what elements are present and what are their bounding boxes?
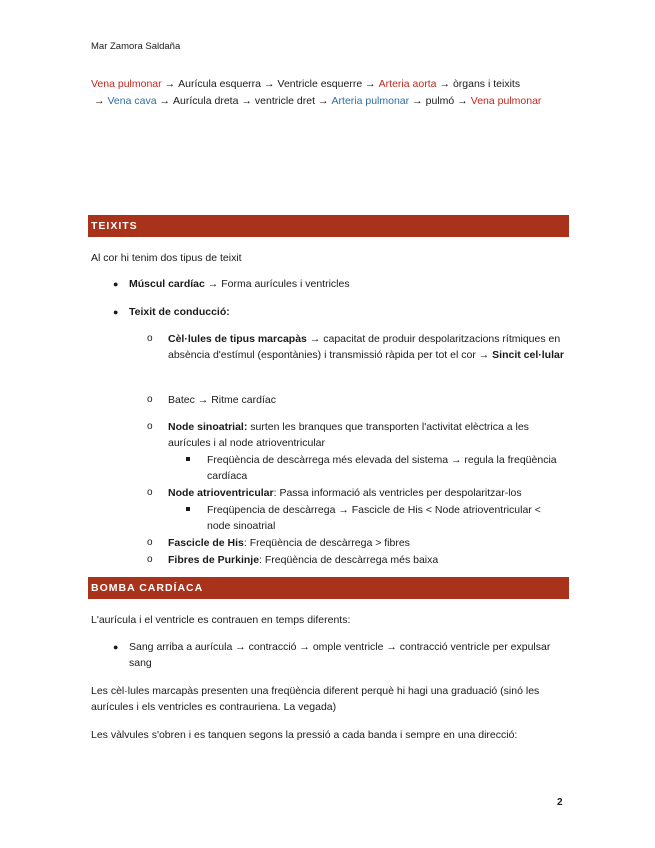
flow-ventricle-esquerre: Ventricle esquerre: [277, 78, 363, 90]
batec-label: Batec: [168, 394, 195, 406]
purkinje-title: Fibres de Purkinje: [168, 554, 260, 566]
arrow-icon: →: [159, 95, 171, 107]
bullet-square-icon: [186, 507, 190, 511]
muscul-text: Forma aurícules i ventricles: [221, 278, 350, 290]
arrow-icon: →: [309, 333, 321, 345]
bullet-square-icon: [186, 457, 190, 461]
arrow-icon: →: [318, 95, 329, 107]
arrow-icon: →: [94, 95, 105, 107]
flow-arteria-pulmonar: Arteria pulmonar: [331, 95, 410, 107]
sinoatrial-sub: Freqüència de descàrrega més elevada del sistema → regula la freqüència cardíaca: [207, 454, 557, 482]
arrow-icon: →: [164, 78, 176, 90]
cellules-end: Sincit cel·lular: [492, 349, 564, 361]
flow-organs: òrgans i teixits: [452, 78, 521, 90]
bullet-circle-icon: o: [147, 537, 153, 548]
section-heading-teixits: TEIXITS: [88, 215, 569, 237]
bullet-circle-icon: o: [147, 421, 153, 432]
bullet-circle-icon: o: [147, 394, 153, 405]
circulation-flow: [91, 76, 571, 110]
atrioventricular-sub: Freqüpencia de descàrrega → Fascicle de His < Node atrioventricular < node sinoatrial: [207, 504, 541, 532]
page-number: 2: [557, 797, 563, 808]
author-header: Mar Zamora Saldaña: [91, 41, 181, 52]
his-title: Fascicle de His: [168, 537, 244, 549]
flow-vena-cava: Vena cava: [107, 95, 157, 107]
sinoatrial-title: Node sinoatrial:: [168, 421, 248, 433]
bullet-circle-icon: o: [147, 333, 153, 344]
his-text: : Freqüència de descàrrega > fibres: [243, 537, 410, 549]
batec-text: Ritme cardíac: [211, 394, 276, 406]
arrow-icon: →: [241, 95, 252, 107]
bullet-circle-icon: o: [147, 554, 153, 565]
flow-auricula-esquerra: Aurícula esquerra: [178, 78, 262, 90]
purkinje-text: : Freqüència de descàrrega més baixa: [259, 554, 439, 566]
arrow-icon: →: [478, 349, 490, 361]
bullet-disc-icon: ●: [113, 307, 119, 317]
conduccio-title: Teixit de conducció:: [129, 306, 230, 318]
bomba-paragraph-2: Les vàlvules s'obren i es tanquen segons la pressió a cada banda i sempre en una direcció:: [91, 729, 518, 741]
arrow-icon: →: [439, 78, 450, 90]
flow-line-2: [91, 93, 571, 110]
bomba-bullet-text: Sang arriba a aurícula → contracció → omple ventricle → contracció ventricle per expulsar sang: [129, 641, 551, 669]
bomba-paragraph-1: Les cèl·lules marcapàs presenten una freqüència diferent perquè hi hagi una graduació (sinó les aurícules i els ventricles es contraurienа. La vegada): [91, 685, 540, 713]
section-heading-bomba: BOMBA CARDÍACA: [88, 577, 569, 599]
muscul-title: Múscul cardíac: [129, 278, 205, 290]
cellules-title: Cèl·lules de tipus marcapàs: [168, 333, 307, 345]
cellules-text: capacitat de produir despolaritzacions rítmiques en absència d'estímul (espontànies) i transmissió ràpida per tot el cor: [168, 333, 561, 361]
atrioventricular-title: Node atrioventricular: [168, 487, 274, 499]
flow-auricula-dreta: Aurícula dreta: [173, 95, 239, 107]
arrow-icon: →: [264, 78, 275, 90]
flow-arteria-aorta: Arteria aorta: [378, 78, 437, 90]
flow-pulmo: pulmó: [425, 95, 455, 107]
flow-vena-pulmonar: Vena pulmonar: [91, 78, 162, 90]
bullet-circle-icon: o: [147, 487, 153, 498]
teixits-intro: Al cor hi tenim dos tipus de teixit: [91, 252, 242, 264]
flow-ventricle-dret: ventricle dret: [254, 95, 316, 107]
sinoatrial-text: surten les branques que transporten l'activitat elèctrica a les aurícules i al node atrioventricular: [168, 421, 529, 449]
atrioventricular-text: : Passa informació als ventricles per despolaritzar-los: [273, 487, 522, 499]
arrow-icon: →: [207, 278, 219, 290]
bomba-intro: L'aurícula i el ventricle es contrauen en temps diferents:: [91, 614, 351, 626]
flow-vena-pulmonar-end: Vena pulmonar: [470, 95, 542, 107]
arrow-icon: →: [365, 78, 376, 90]
flow-line-1: [91, 76, 571, 93]
arrow-icon: →: [457, 95, 468, 107]
arrow-icon: →: [197, 394, 209, 406]
arrow-icon: →: [412, 95, 423, 107]
bullet-disc-icon: ●: [113, 642, 119, 652]
bullet-disc-icon: ●: [113, 279, 119, 289]
